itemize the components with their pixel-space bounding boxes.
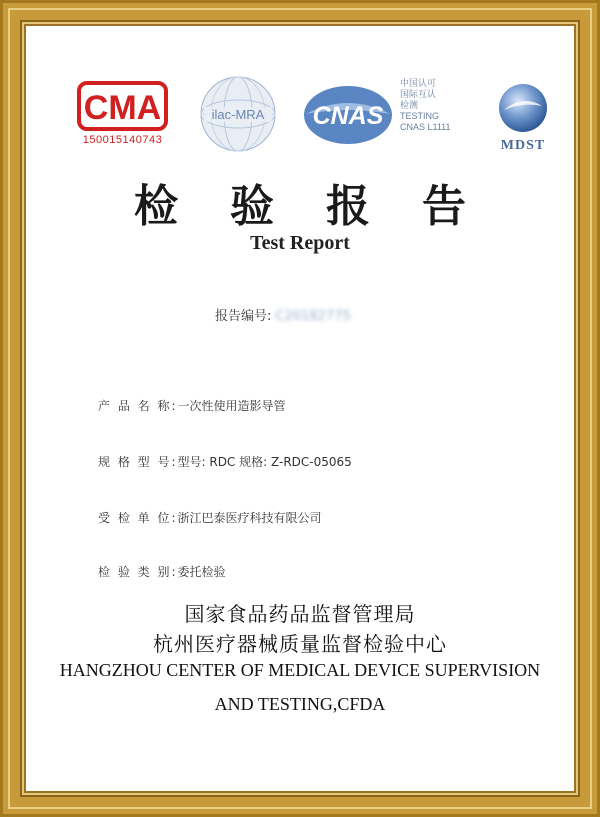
cnas-caption (400, 78, 490, 133)
field-model-spec (98, 453, 352, 470)
organization-cn-line2: 杭州医疗器械质量监督检验中心 (153, 632, 447, 656)
organization-en-line1: HANGZHOU CENTER OF MEDICAL DEVICE SUPERVISION (59, 660, 541, 680)
cma-number: 150015140743 (82, 134, 163, 146)
ilac-mra-logo (198, 74, 278, 154)
cnas-logo (302, 84, 394, 146)
field-value: 一次性使用造影导管 (177, 399, 286, 413)
field-label: 规 格 型 号: (98, 455, 178, 469)
cnas-caption-line: 检测 (400, 100, 419, 110)
field-product-name (98, 397, 286, 414)
mdst-label: MDST (500, 138, 546, 153)
report-number-value: C20182775 (275, 309, 351, 324)
cma-mark-icon (75, 80, 170, 132)
ilac-globe-icon (198, 74, 278, 154)
field-value: 委托检验 (177, 565, 226, 579)
field-label: 检 验 类 别: (98, 565, 178, 579)
cnas-letters: CNAS (312, 102, 384, 130)
mdst-globe-icon (488, 80, 558, 136)
cma-letters: CMA (83, 89, 162, 127)
cnas-swoosh-icon (302, 84, 394, 146)
mdst-logo (488, 80, 558, 158)
field-value: 型号: RDC 规格: Z-RDC-05065 (177, 455, 352, 469)
cnas-caption-line: 中国认可 (400, 78, 437, 88)
organization-cn-line1: 国家食品药品监督管理局 (184, 602, 416, 626)
accreditation-logos (20, 72, 580, 162)
field-label: 受 检 单 位: (98, 511, 178, 525)
cnas-caption-line: CNAS L1111 (400, 122, 451, 132)
organization-en-line2: AND TESTING,CFDA (214, 694, 386, 714)
cnas-caption-line: TESTING (400, 111, 440, 121)
field-value: 浙江巴泰医疗科技有限公司 (177, 511, 322, 525)
field-inspected-unit (98, 509, 322, 526)
report-number-label: 报告编号: (215, 309, 272, 324)
report-number (215, 305, 351, 324)
title-chinese: 检验报告 (134, 181, 518, 232)
title-english: Test Report (250, 232, 350, 254)
ilac-text: ilac-MRA (211, 107, 265, 122)
cma-logo (75, 80, 170, 146)
field-label: 产 品 名 称: (98, 399, 178, 413)
cnas-caption-line: 国际互认 (400, 89, 437, 99)
field-inspection-type (98, 563, 226, 580)
